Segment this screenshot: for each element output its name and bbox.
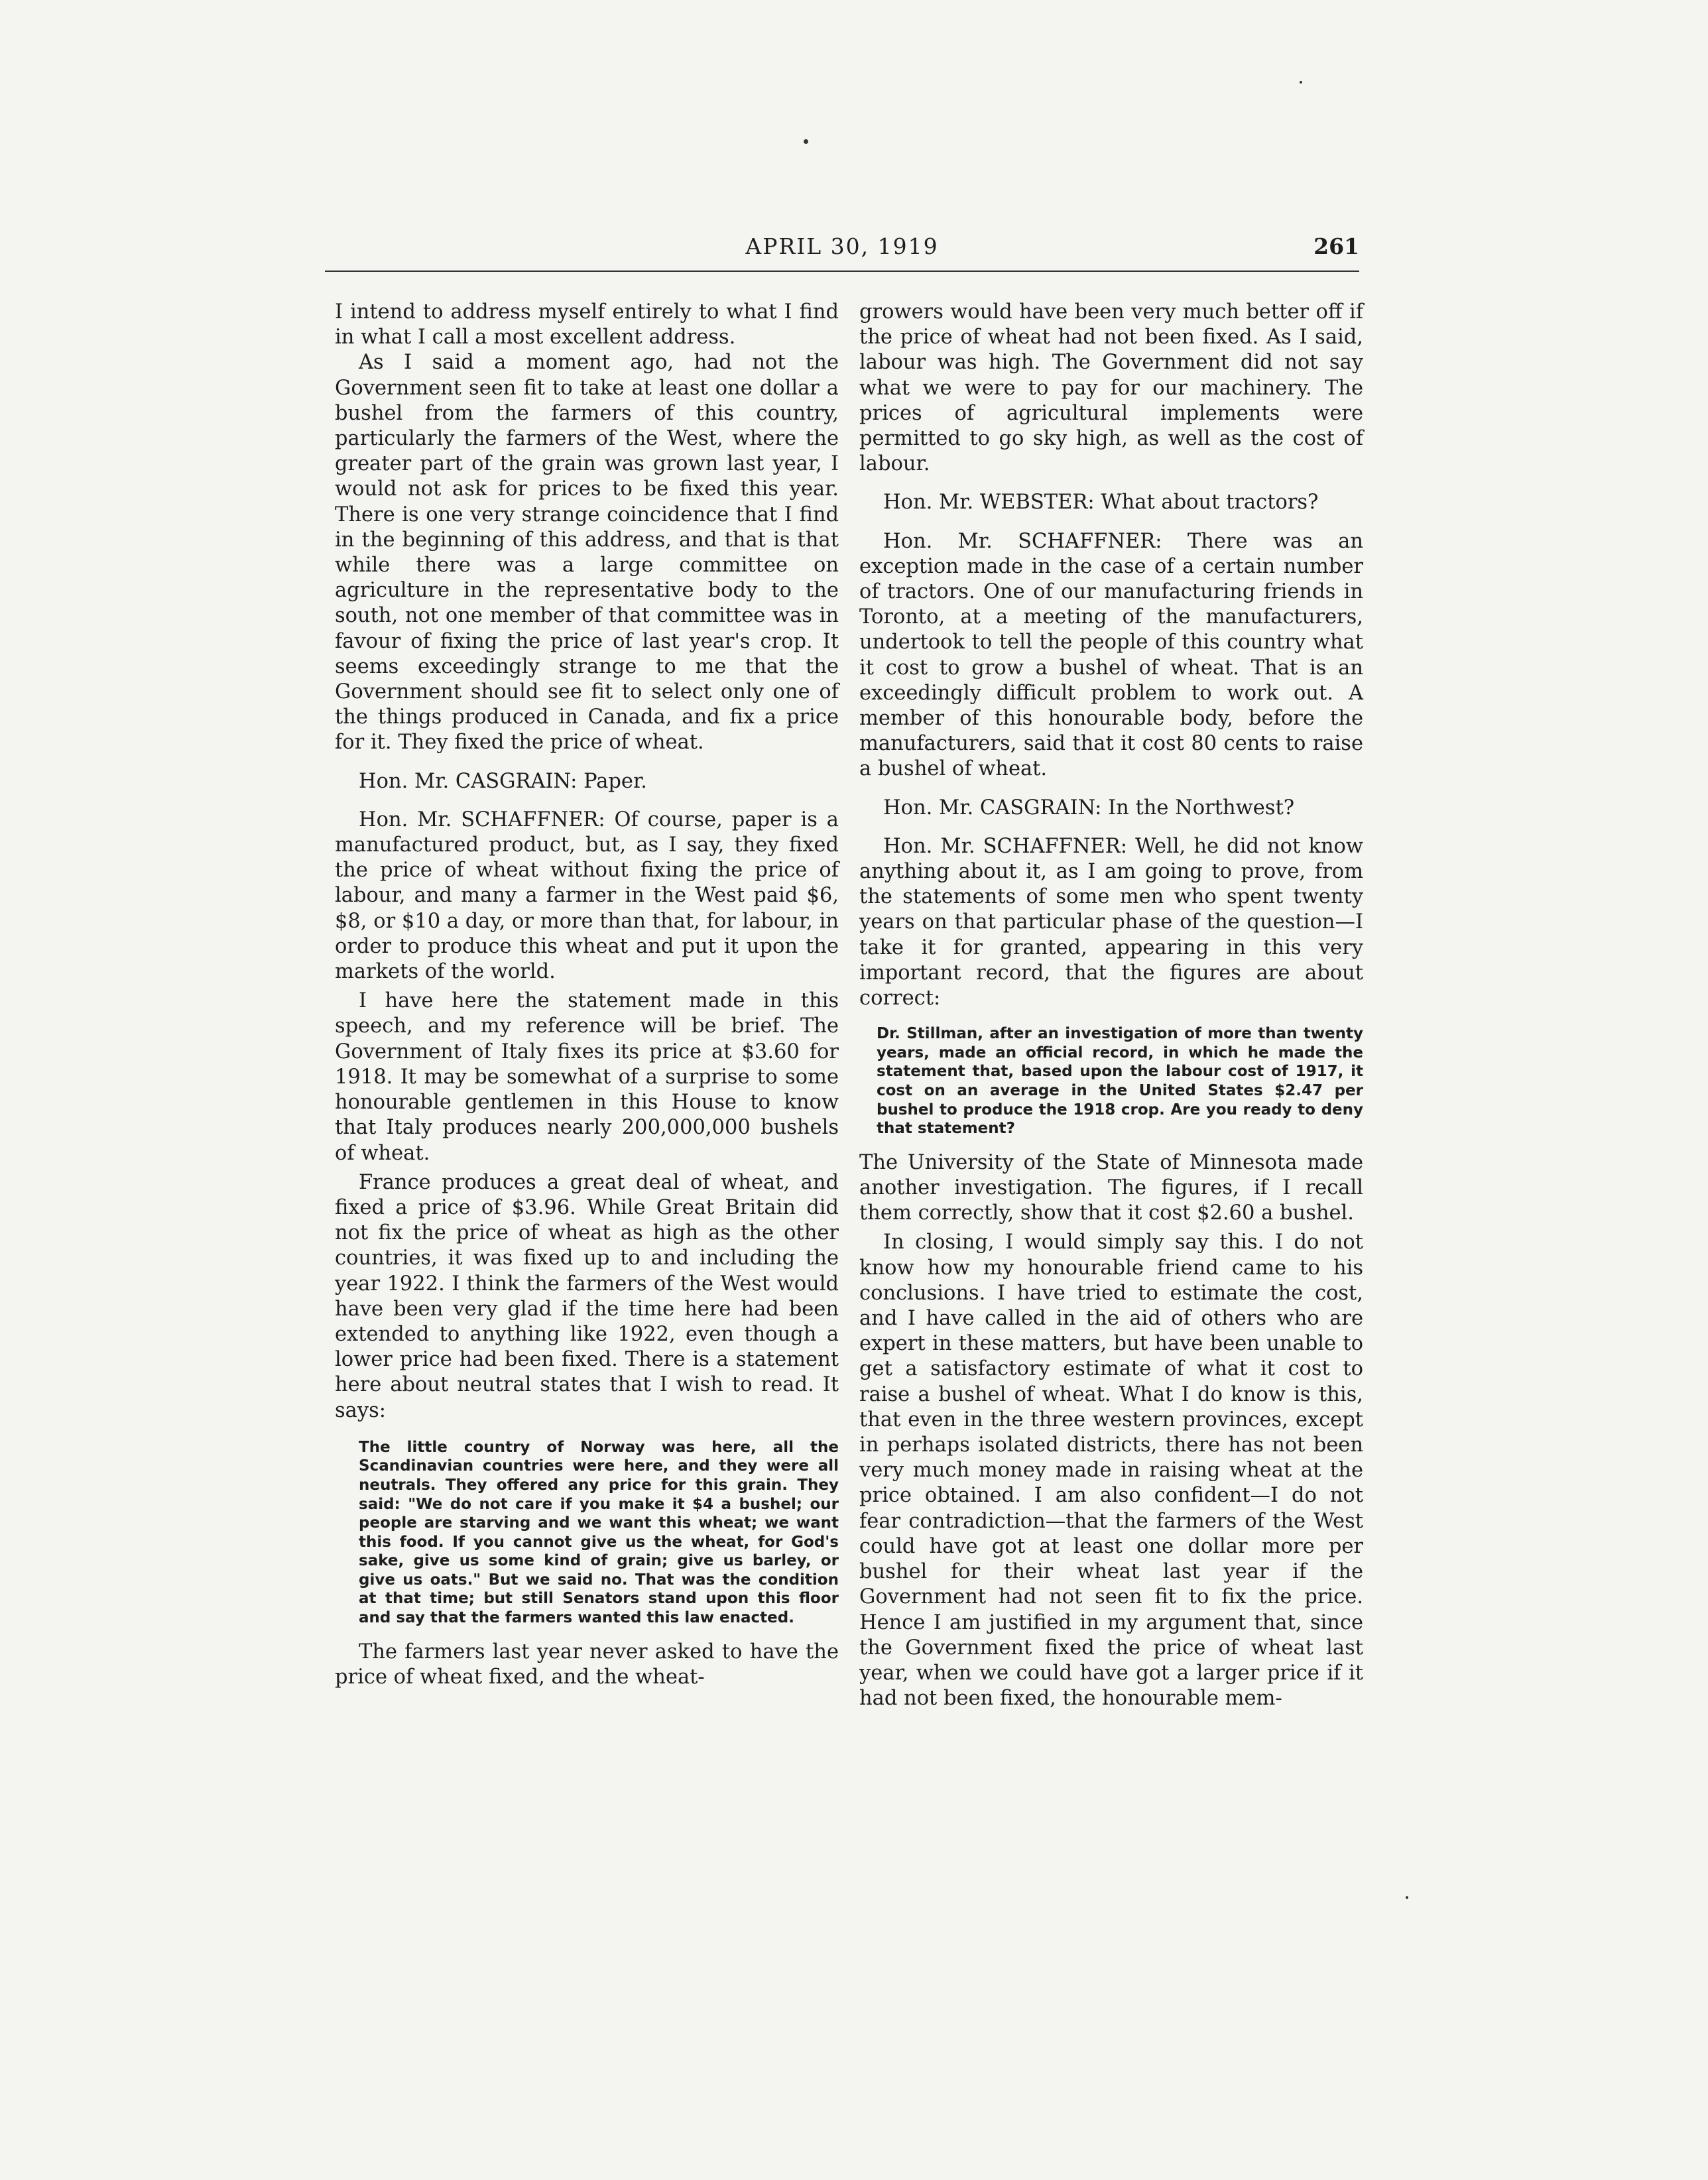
header-rule <box>325 271 1359 272</box>
paragraph: I have here the statement made in this speech, and my reference will be brief. The Government of Italy fixes its price at $3.60 for 1918. It may be somewhat of a surprise to some honourable gentlemen in this House to know that Italy produces nearly 200,000,000 bushels of wheat. <box>335 989 839 1165</box>
right-column <box>859 300 1363 1711</box>
paragraph: Hon. Mr. SCHAFFNER: Well, he did not know anything about it, as I am going to prove, from the statements of some men who spent twenty years on that particular phase of the question—I take it for granted, appearing in this very important record, that the figures are about correct: <box>859 834 1363 1010</box>
paragraph: growers would have been very much better off if the price of wheat had not been fixed. As I said, labour was high. The Government did not say what we were to pay for our machinery. The prices of agricultural implements were permitted to go sky high, as well as the cost of labour. <box>859 300 1363 476</box>
paragraph: The University of the State of Minnesota made another investigation. The figures, if I recall them correctly, show that it cost $2.60 a bushel. <box>859 1150 1363 1225</box>
header-date: APRIL 30, 1919 <box>745 233 939 259</box>
speaker-line: Hon. Mr. CASGRAIN: In the Northwest? <box>883 796 1295 819</box>
paragraph: Hon. Mr. SCHAFFNER: Of course, paper is a manufactured product, but, as I say, they fixed the price of wheat without fixing the price of labour, and many a farmer in the West paid $6, $8, or $10 a day, or more than that, for labour, in order to produce this wheat and put it upon the markets of the world. <box>335 808 839 984</box>
block-quote: Dr. Stillman, after an investigation of more than twenty years, made an official record, in which he made the statement that, based upon the labour cost of 1917, it cost on an average in the United States $2.47 per bushel to produce the 1918 crop. Are you ready to deny that statement? <box>877 1025 1363 1138</box>
scan-speck <box>804 139 808 144</box>
page-number: 261 <box>1313 233 1359 259</box>
paragraph: France produces a great deal of wheat, and fixed a price of $3.96. While Great Britain did not fix the price of wheat as high as the other countries, it was fixed up to and including the year 1922. I think the farmers of the West would have been very glad if the time here had been extended to anything like 1922, even though a lower price had been fixed. There is a statement here about neutral states that I wish to read. It says: <box>335 1170 839 1422</box>
left-column <box>335 300 839 1690</box>
scan-speck <box>1300 81 1302 84</box>
paragraph: As I said a moment ago, had not the Government seen fit to take at least one dollar a bushel from the farmers of this country, particularly the farmers of the West, where the greater part of the grain was grown last year, I would not ask for prices to be fixed this year. There is one very strange coincidence that I find in the beginning of this address, and that is that while there was a large committee on agriculture in the representative body to the south, not one member of that committee was in favour of fixing the price of last year's crop. It seems exceedingly strange to me that the Government should see fit to select only one of the things produced in Canada, and fix a price for it. They fixed the price of wheat. <box>335 351 839 755</box>
block-quote: The little country of Norway was here, all the Scandinavian countries were here, and they were all neutrals. They offered any price for this grain. They said: "We do not care if you make it $4 a bushel; our people are starving and we want this wheat; we want this food. If you cannot give us the wheat, for God's sake, give us some kind of grain; give us barley, or give us oats." But we said no. That was the condition at that time; but still Senators stand upon this floor and say that the farmers wanted this law enacted. <box>359 1438 839 1627</box>
paragraph: The farmers last year never asked to have the price of wheat fixed, and the wheat- <box>335 1640 839 1689</box>
paragraph: I intend to address myself entirely to what I find in what I call a most excellent address. <box>335 300 839 349</box>
paragraph: In closing, I would simply say this. I do not know how my honourable friend came to his conclusions. I have tried to estimate the cost, and I have called in the aid of others who are expert in these matters, but have been unable to get a satisfactory estimate of what it cost to raise a bushel of wheat. What I do know is this, that even in the three western provinces, except in perhaps isolated districts, there has not been very much money made in raising wheat at the price obtained. I am also confident—I do not fear contradiction—that the farmers of the West could have got at least one dollar more per bushel for their wheat last year if the Government had not seen fit to fix the price. Hence I am justified in my argument that, since the Government fixed the price of wheat last year, when we could have got a larger price if it had not been fixed, the honourable mem- <box>859 1231 1363 1711</box>
speaker-line: Hon. Mr. CASGRAIN: Paper. <box>359 769 647 793</box>
speaker-line: Hon. Mr. WEBSTER: What about tractors? <box>883 491 1319 515</box>
page-header <box>325 233 1359 267</box>
paragraph: Hon. Mr. SCHAFFNER: There was an exception made in the case of a certain number of tractors. One of our manufacturing friends in Toronto, at a meeting of the manufacturers, undertook to tell the people of this country what it cost to grow a bushel of wheat. That is an exceedingly difficult problem to work out. A member of this honourable body, before the manufacturers, said that it cost 80 cents to raise a bushel of wheat. <box>859 529 1363 781</box>
scan-speck <box>1406 1896 1408 1899</box>
